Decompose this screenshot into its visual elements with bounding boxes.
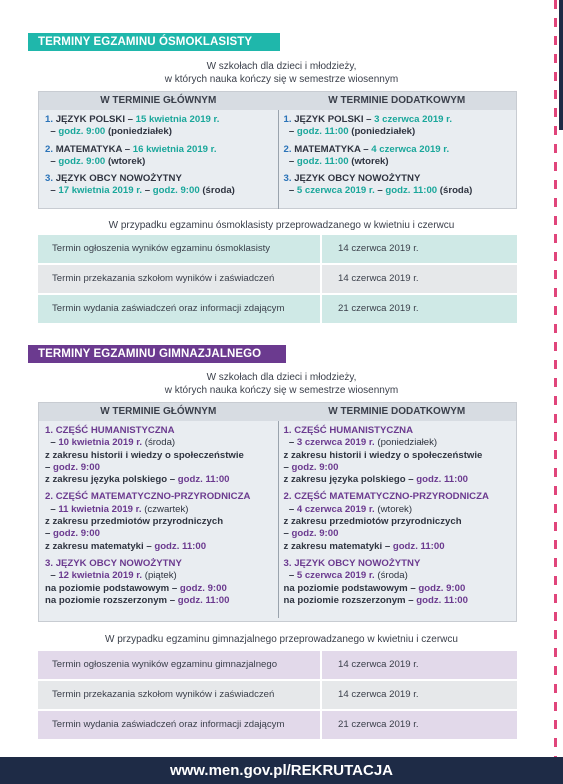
column-divider (278, 421, 280, 618)
section2-intro-line1: W szkołach dla dzieci i młodzieży, (206, 372, 357, 383)
row-label: Termin przekazania szkołom wyników i zaświadczeń (52, 273, 275, 284)
table-row (38, 651, 517, 679)
section2-intro (0, 371, 563, 397)
exam-item: 3. JĘZYK OBCY NOWOŻYTNY – 5 czerwca 2019 r. – godz. 11:00 (środa) (283, 173, 473, 197)
exam-item: 3. JĘZYK OBCY NOWOŻYTNY – 17 kwietnia 2019 r. – godz. 9:00 (środa) (45, 173, 235, 197)
footer-url-link[interactable]: www.men.gov.pl/REKRUTACJA (0, 757, 563, 784)
section2-head-extra: W TERMINIE DODATKOWYM (328, 406, 466, 417)
section1-exam-header (39, 92, 516, 110)
section1-head-extra: W TERMINIE DODATKOWYM (328, 95, 466, 106)
row-value: 14 czerwca 2019 r. (320, 235, 517, 263)
table-row (38, 235, 517, 263)
section1-intro-line1: W szkołach dla dzieci i młodzieży, (206, 61, 357, 72)
section2-exam-body (39, 421, 516, 618)
row-value: 14 czerwca 2019 r. (320, 265, 517, 293)
exam-item: 1. JĘZYK POLSKI – 15 kwietnia 2019 r. – godz. 9:00 (poniedziałek) (45, 114, 220, 138)
section2-exam-table (38, 402, 517, 622)
row-label: Termin ogłoszenia wyników egzaminu ósmoklasisty (52, 243, 271, 254)
section1-main-column (39, 110, 278, 209)
exam-item: 2. CZĘŚĆ MATEMATYCZNO-PRZYRODNICZA – 11 kwietnia 2019 r. (czwartek) z zakresu przedmiotów przyrodniczych – godz. 9:00 z zakresu matematyki – godz. 11:00 (45, 491, 251, 552)
table-row (38, 265, 517, 293)
exam-item: 1. CZĘŚĆ HUMANISTYCZNA – 3 czerwca 2019 r. (poniedziałek) z zakresu historii i wiedzy o społeczeństwie – godz. 9:00 z zakresu języka polskiego – godz. 11:00 (283, 425, 483, 486)
row-value: 21 czerwca 2019 r. (320, 711, 517, 739)
section2-exam-header (39, 403, 516, 421)
exam-item: 2. MATEMATYKA – 4 czerwca 2019 r. – godz. 11:00 (wtorek) (283, 143, 450, 167)
section2-extra-column (278, 421, 517, 618)
exam-item: 1. JĘZYK POLSKI – 3 czerwca 2019 r. – godz. 11:00 (poniedziałek) (283, 114, 453, 138)
column-divider (278, 110, 280, 209)
row-value: 14 czerwca 2019 r. (320, 651, 517, 679)
section2-info-table (38, 651, 517, 741)
section1-exam-body (39, 110, 516, 209)
section1-head-main: W TERMINIE GŁÓWNYM (100, 95, 217, 106)
section1-extra-column (278, 110, 517, 209)
section2-caption: W przypadku egzaminu gimnazjalnego przeprowadzanego w kwietniu i czerwcu (105, 634, 458, 645)
exam-item: 2. CZĘŚĆ MATEMATYCZNO-PRZYRODNICZA – 4 czerwca 2019 r. (wtorek) z zakresu przedmiotów przyrodniczych – godz. 9:00 z zakresu matematyki – godz. 11:00 (283, 491, 489, 552)
exam-item: 3. JĘZYK OBCY NOWOŻYTNY – 12 kwietnia 2019 r. (piątek) na poziomie podstawowym – godz. 9:00 na poziomie rozszerzonym – godz. 11:00 (45, 557, 230, 606)
section1-intro-line2: w których nauka kończy się w semestrze wiosennym (164, 74, 399, 85)
section2-intro-line2: w których nauka kończy się w semestrze wiosennym (164, 385, 399, 396)
row-label: Termin wydania zaświadczeń oraz informacji zdającym (52, 303, 285, 314)
section1-caption: W przypadku egzaminu ósmoklasisty przeprowadzanego w kwietniu i czerwcu (108, 220, 455, 231)
table-row (38, 711, 517, 739)
row-value: 21 czerwca 2019 r. (320, 295, 517, 323)
section2-title: TERMINY EGZAMINU GIMNAZJALNEGO (28, 345, 286, 363)
exam-item: 2. MATEMATYKA – 16 kwietnia 2019 r. – godz. 9:00 (wtorek) (45, 143, 217, 167)
row-label: Termin wydania zaświadczeń oraz informacji zdającym (52, 719, 285, 730)
section2-head-main: W TERMINIE GŁÓWNYM (100, 406, 217, 417)
section1-intro (0, 60, 563, 86)
row-label: Termin ogłoszenia wyników egzaminu gimnazjalnego (52, 659, 278, 670)
row-label: Termin przekazania szkołom wyników i zaświadczeń (52, 689, 275, 700)
section1-exam-table (38, 91, 517, 209)
section2-main-column (39, 421, 278, 618)
table-row (38, 681, 517, 709)
exam-item: 3. JĘZYK OBCY NOWOŻYTNY – 5 czerwca 2019 r. (środa) na poziomie podstawowym – godz. 9:00 na poziomie rozszerzonym – godz. 11:00 (283, 557, 468, 606)
table-row (38, 295, 517, 323)
row-value: 14 czerwca 2019 r. (320, 681, 517, 709)
section1-info-table (38, 235, 517, 325)
exam-item: 1. CZĘŚĆ HUMANISTYCZNA – 10 kwietnia 2019 r. (środa) z zakresu historii i wiedzy o społeczeństwie – godz. 9:00 z zakresu języka polskiego – godz. 11:00 (45, 425, 244, 486)
section1-title: TERMINY EGZAMINU ÓSMOKLASISTY (28, 33, 280, 51)
